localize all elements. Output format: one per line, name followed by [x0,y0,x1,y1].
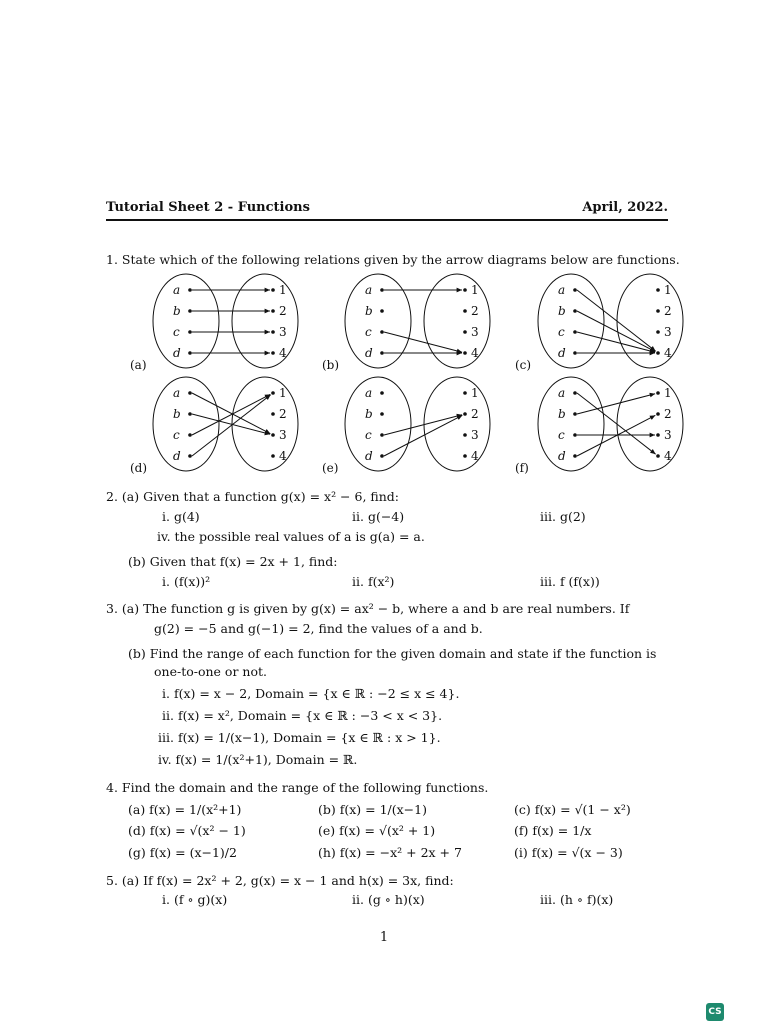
codomain-dot [271,433,275,437]
q3b-iv: iv. f(x) = 1/(x²+1), Domain = ℝ. [158,752,358,767]
domain-element: d [173,449,181,463]
q5a-iii: iii. (h ∘ f)(x) [540,892,614,907]
diagram-f [515,377,683,475]
domain-ellipse [153,377,219,471]
mapping-arrow [192,395,271,456]
q2a-i: i. g(4) [162,509,200,524]
domain-element: c [558,428,565,442]
codomain-element: 1 [279,283,287,297]
codomain-element: 3 [664,428,672,442]
codomain-element: 3 [471,325,479,339]
codomain-dot [271,412,275,416]
mapping-arrow [577,394,655,414]
codomain-element: 2 [664,304,672,318]
codomain-ellipse [424,274,490,368]
q4-d: (d) f(x) = √(x² − 1) [128,823,246,838]
q4-e: (e) f(x) = √(x² + 1) [318,823,436,838]
codomain-ellipse [617,377,683,471]
q4-b: (b) f(x) = 1/(x−1) [318,802,427,817]
domain-element: c [173,428,180,442]
q4-text: 4. Find the domain and the range of the following functions. [106,780,489,795]
domain-element: b [558,304,566,318]
codomain-ellipse [232,274,298,368]
q5a-ii: ii. (g ∘ h)(x) [352,892,425,907]
q3b-line2: one-to-one or not. [154,664,267,679]
codomain-dot [271,454,275,458]
codomain-element: 4 [664,346,672,360]
mapping-arrow [577,415,655,456]
codomain-dot [271,288,275,292]
domain-dot [188,288,192,292]
domain-ellipse [153,274,219,368]
panel-label: (d) [130,461,148,475]
codomain-element: 1 [471,386,479,400]
panel-label: (a) [130,358,147,372]
codomain-element: 4 [664,449,672,463]
domain-element: b [365,304,373,318]
domain-element: c [365,325,372,339]
q3b-ii: ii. f(x) = x², Domain = {x ∈ ℝ : −3 < x < 3}. [162,708,443,723]
q4-i: (i) f(x) = √(x − 3) [514,845,623,860]
codomain-dot [463,288,467,292]
codomain-element: 2 [279,407,287,421]
mapping-arrow [577,393,656,454]
codomain-dot [656,412,660,416]
sheet-title: Tutorial Sheet 2 - Functions [106,200,310,215]
codomain-dot [463,330,467,334]
q4-a: (a) f(x) = 1/(x²+1) [128,802,242,817]
codomain-dot [463,351,467,355]
domain-element: d [173,346,181,360]
domain-dot [380,433,384,437]
q2b-i: i. (f(x))² [162,574,211,589]
domain-element: b [173,407,181,421]
mapping-arrow [384,415,462,456]
domain-element: a [365,386,373,400]
panel-label: (b) [322,358,340,372]
codomain-dot [463,412,467,416]
domain-element: b [558,407,566,421]
codomain-dot [656,433,660,437]
domain-dot [188,351,192,355]
sheet-date: April, 2022. [582,200,668,215]
q2b-ii: ii. f(x²) [352,574,395,589]
codomain-dot [271,309,275,313]
domain-dot [573,454,577,458]
q2a-text: 2. (a) Given that a function g(x) = x² − 6, find: [106,489,399,504]
domain-dot [573,309,577,313]
domain-dot [380,288,384,292]
mapping-arrow [384,332,462,352]
q5a-i: i. (f ∘ g)(x) [162,892,228,907]
domain-element: a [558,283,566,297]
domain-ellipse [538,377,604,471]
codomain-element: 3 [279,325,287,339]
codomain-dot [463,391,467,395]
codomain-element: 1 [664,283,672,297]
codomain-element: 4 [279,346,287,360]
domain-dot [380,309,384,313]
codomain-dot [271,351,275,355]
codomain-element: 1 [279,386,287,400]
codomain-element: 4 [471,346,479,360]
diagram-e [322,377,490,475]
domain-element: a [558,386,566,400]
domain-element: c [365,428,372,442]
codomain-element: 3 [471,428,479,442]
codomain-dot [656,454,660,458]
panel-label: (c) [515,358,532,372]
q2a-ii: ii. g(−4) [352,509,405,524]
codomain-element: 1 [664,386,672,400]
codomain-dot [463,309,467,313]
domain-element: c [173,325,180,339]
codomain-element: 4 [279,449,287,463]
domain-element: c [558,325,565,339]
domain-element: a [173,386,181,400]
codomain-dot [656,351,660,355]
codomain-dot [271,330,275,334]
domain-dot [573,288,577,292]
domain-dot [573,330,577,334]
codomain-element: 2 [279,304,287,318]
domain-dot [380,454,384,458]
diagram-c [515,274,683,372]
codomain-ellipse [424,377,490,471]
domain-element: a [365,283,373,297]
codomain-element: 2 [471,304,479,318]
q1-text: 1. State which of the following relations given by the arrow diagrams below are functions. [106,252,680,267]
codomain-dot [656,309,660,313]
domain-dot [188,330,192,334]
q3b-line1: (b) Find the range of each function for the given domain and state if the function is [128,646,657,661]
domain-element: d [558,449,566,463]
codomain-element: 1 [471,283,479,297]
domain-ellipse [345,377,411,471]
domain-element: d [365,346,373,360]
q5a-text: 5. (a) If f(x) = 2x² + 2, g(x) = x − 1 and h(x) = 3x, find: [106,873,454,888]
domain-ellipse [345,274,411,368]
domain-dot [188,454,192,458]
q3b-iii: iii. f(x) = 1/(x−1), Domain = {x ∈ ℝ : x > 1}. [158,730,441,745]
domain-dot [188,412,192,416]
q2b-text: (b) Given that f(x) = 2x + 1, find: [128,554,338,569]
codomain-dot [656,288,660,292]
q2b-iii: iii. f (f(x)) [540,574,600,589]
domain-dot [380,351,384,355]
domain-dot [188,391,192,395]
mapping-arrow [384,415,462,435]
domain-element: b [365,407,373,421]
q3b-i: i. f(x) = x − 2, Domain = {x ∈ ℝ : −2 ≤ x ≤ 4}. [162,686,460,701]
domain-element: d [365,449,373,463]
q4-c: (c) f(x) = √(1 − x²) [514,802,631,817]
q4-h: (h) f(x) = −x² + 2x + 7 [318,845,462,860]
camscanner-logo-icon: CS [706,1003,724,1021]
q4-g: (g) f(x) = (x−1)/2 [128,845,237,860]
q3a-line1: 3. (a) The function g is given by g(x) = ax² − b, where a and b are real numbers. If [106,601,630,616]
domain-ellipse [538,274,604,368]
codomain-ellipse [232,377,298,471]
codomain-dot [271,391,275,395]
diagram-d [130,377,298,475]
domain-dot [380,391,384,395]
domain-element: d [558,346,566,360]
codomain-element: 3 [279,428,287,442]
diagram-b [322,274,490,372]
codomain-dot [463,433,467,437]
codomain-element: 3 [664,325,672,339]
codomain-dot [463,454,467,458]
domain-dot [573,391,577,395]
mapping-arrow [577,311,655,352]
diagram-a [130,274,298,372]
codomain-element: 2 [664,407,672,421]
panel-label: (e) [322,461,339,475]
mapping-arrow [192,393,270,434]
q3a-line2: g(2) = −5 and g(−1) = 2, find the values of a and b. [154,621,483,636]
domain-dot [380,412,384,416]
page-number: 1 [379,930,389,945]
codomain-dot [656,391,660,395]
domain-dot [573,412,577,416]
codomain-ellipse [617,274,683,368]
q4-f: (f) f(x) = 1/x [514,823,592,838]
panel-label: (f) [515,461,529,475]
domain-dot [188,433,192,437]
mapping-arrow [192,414,270,434]
codomain-dot [656,330,660,334]
q2a-iv: iv. the possible real values of a is g(a) = a. [157,529,425,544]
domain-dot [573,351,577,355]
domain-dot [188,309,192,313]
codomain-element: 2 [471,407,479,421]
q2a-iii: iii. g(2) [540,509,586,524]
domain-element: b [173,304,181,318]
mapping-arrow [192,394,270,435]
domain-dot [380,330,384,334]
domain-element: a [173,283,181,297]
codomain-element: 4 [471,449,479,463]
domain-dot [573,433,577,437]
